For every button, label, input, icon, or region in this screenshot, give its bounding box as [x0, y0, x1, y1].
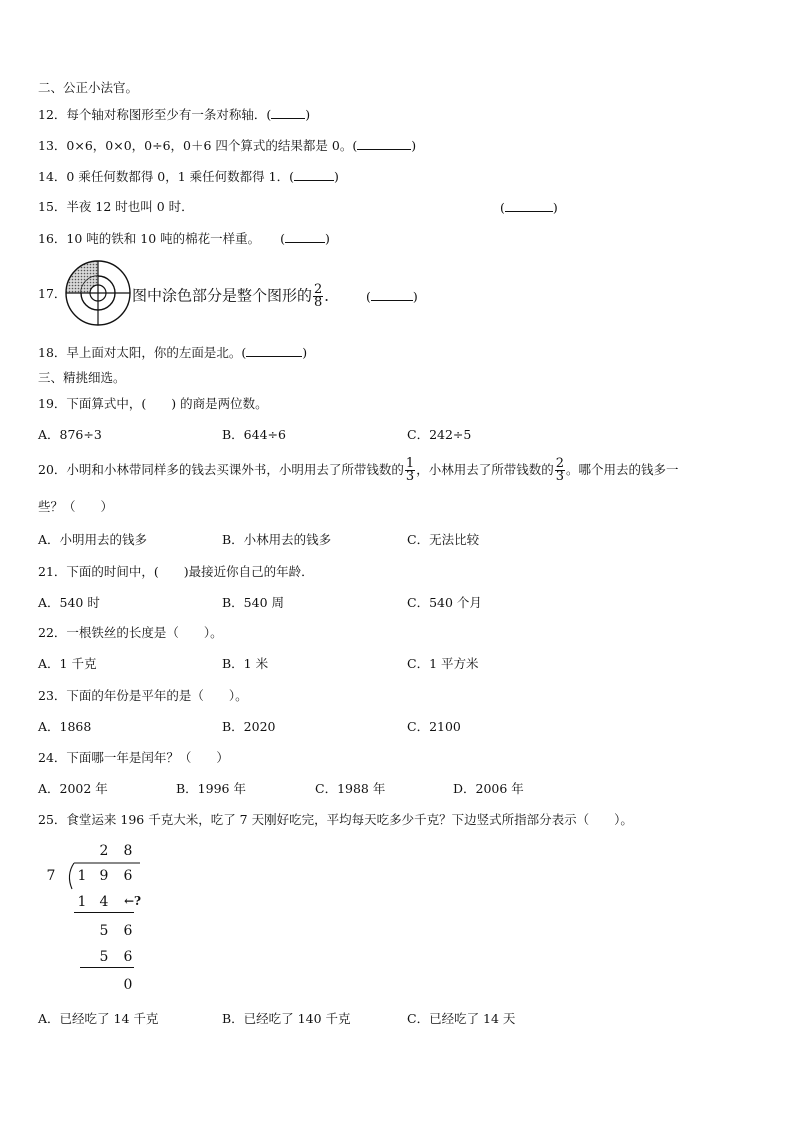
paren-close: ): [325, 231, 330, 246]
question-15-answer: [500, 199, 558, 216]
q24-option-a[interactable]: A．2002 年: [38, 781, 108, 796]
question-text: 食堂运来 196 千克大米，吃了 7 天刚好吃完，平均每天吃多少千克？下边竖式所指部分表示（ ）。: [66, 812, 633, 827]
question-text: 0×6，0×0，0÷6，0＋6 四个算式的结果都是 0。(: [66, 138, 358, 153]
fraction-numerator: 2: [314, 282, 323, 297]
question-number: 16．: [38, 231, 67, 246]
question-number: 15．: [38, 199, 67, 214]
q21-option-c[interactable]: C．540 个月: [407, 595, 482, 610]
question-17: [132, 284, 339, 309]
section-heading-2: 二、公正小法官。: [38, 80, 139, 95]
question-text: 小明和小林带同样多的钱去买课外书，小明用去了所带钱数的: [66, 462, 404, 477]
question-14: [38, 168, 339, 185]
question-text: 0 乘任何数都得 0，1 乘任何数都得 1．(: [66, 169, 294, 184]
fraction-2: [555, 458, 565, 483]
q19-option-b[interactable]: B．644÷6: [222, 427, 286, 442]
division-line: [74, 912, 134, 913]
q24-option-b[interactable]: B．1996 年: [176, 781, 246, 796]
step-digit: 4: [99, 894, 109, 910]
q25-option-a[interactable]: A．已经吃了 14 千克: [38, 1011, 159, 1026]
circle-figure: [65, 260, 131, 326]
question-23: [38, 688, 248, 704]
answer-blank[interactable]: [271, 106, 305, 119]
q21-option-b[interactable]: B．540 周: [222, 595, 285, 610]
step-digit: 6: [123, 949, 133, 965]
fraction-numerator: 2: [555, 456, 564, 471]
question-number: 13．: [38, 138, 67, 153]
step-digit: 5: [99, 949, 109, 965]
question-text: 。哪个用去的钱多一: [566, 462, 679, 477]
question-16: [38, 230, 330, 247]
paren-open: (: [500, 200, 505, 215]
fraction: [313, 284, 323, 309]
fraction-denominator: 3: [555, 469, 564, 484]
fraction-numerator: 1: [405, 456, 415, 471]
step-digit: 1: [77, 894, 87, 910]
q24-option-d[interactable]: D．2006 年: [453, 781, 524, 796]
paren-open: (: [366, 289, 371, 304]
question-number: 21．: [38, 564, 67, 579]
question-13: [38, 137, 416, 154]
question-number: 25．: [38, 812, 67, 827]
q21-option-a[interactable]: A．540 时: [38, 595, 100, 610]
question-number: 12．: [38, 107, 67, 122]
question-15: [38, 199, 194, 215]
question-number: 20．: [38, 462, 67, 477]
q19-option-c[interactable]: C．242÷5: [407, 427, 472, 442]
question-text: 10 吨的铁和 10 吨的棉花一样重。: [66, 231, 261, 246]
step-digit: 5: [99, 923, 109, 939]
answer-blank[interactable]: [246, 344, 302, 357]
paren-close: ): [302, 345, 308, 360]
step-digit: 6: [123, 923, 133, 939]
dividend-digit: 6: [123, 868, 133, 884]
question-number: 14．: [38, 169, 67, 184]
dividend-digit: 9: [99, 868, 109, 884]
q22-option-a[interactable]: A．1 千克: [38, 656, 97, 671]
paren-close: ): [411, 138, 417, 153]
q19-option-a[interactable]: A．876÷3: [38, 427, 102, 442]
question-20: [38, 458, 679, 483]
question-21: [38, 564, 314, 580]
remainder: 0: [123, 977, 133, 993]
q22-option-c[interactable]: C．1 平方米: [407, 656, 479, 671]
answer-blank[interactable]: [505, 199, 553, 212]
question-25: [38, 812, 633, 828]
question-number: 23．: [38, 688, 67, 703]
question-text: 下面的时间中，( )最接近你自己的年龄．: [66, 564, 314, 579]
question-number: 19．: [38, 396, 67, 411]
q23-option-c[interactable]: C．2100: [407, 719, 461, 734]
question-20-line2: 些？（ ）: [38, 499, 114, 514]
paren-open: (: [280, 231, 286, 246]
q20-option-b[interactable]: B．小林用去的钱多: [222, 532, 332, 547]
question-number: 22．: [38, 625, 67, 640]
q23-option-b[interactable]: B．2020: [222, 719, 276, 734]
question-text: 下面哪一年是闰年？（ ）: [66, 750, 229, 765]
dividend-digit: 1: [77, 868, 87, 884]
question-text: 下面的年份是平年的是（ ）。: [66, 688, 248, 703]
question-text: 早上面对太阳，你的左面是北。(: [66, 345, 247, 360]
division-line: [80, 967, 134, 968]
q22-option-b[interactable]: B．1 米: [222, 656, 269, 671]
section-heading-3: 三、精挑细选。: [38, 370, 126, 385]
question-number: 24．: [38, 750, 67, 765]
paren-close: ): [305, 107, 311, 122]
question-17-number: 17．: [38, 286, 67, 301]
paren-close: ): [334, 169, 339, 184]
fraction-denominator: 3: [405, 469, 415, 484]
q24-option-c[interactable]: C．1988 年: [315, 781, 386, 796]
q20-option-c[interactable]: C．无法比较: [407, 532, 480, 547]
q25-option-c[interactable]: C．已经吃了 14 天: [407, 1011, 516, 1026]
question-text: ，小林用去了所带钱数的: [416, 462, 554, 477]
question-text: 半夜 12 时也叫 0 时．: [66, 199, 194, 214]
question-number: 18．: [38, 345, 67, 360]
q25-option-b[interactable]: B．已经吃了 140 千克: [222, 1011, 351, 1026]
quotient-digit: 2: [99, 843, 109, 859]
answer-blank[interactable]: [357, 137, 411, 150]
answer-blank[interactable]: [285, 230, 325, 243]
paren-close: ): [412, 289, 418, 304]
punctuation: ．: [324, 286, 340, 305]
fraction-denominator: 8: [314, 295, 323, 310]
answer-blank[interactable]: [371, 288, 413, 301]
answer-blank[interactable]: [294, 168, 334, 181]
divisor: 7: [46, 868, 56, 884]
question-18: [38, 344, 307, 361]
pointer-arrow: ←?: [124, 894, 142, 908]
question-24: [38, 750, 229, 766]
question-12: [38, 106, 310, 123]
paren-close: ): [552, 200, 558, 215]
question-22: [38, 625, 223, 641]
question-text: 每个轴对称图形至少有一条对称轴．(: [66, 107, 272, 122]
question-text: 下面算式中，( ) 的商是两位数。: [66, 396, 268, 411]
question-text: 图中涂色部分是整个图形的: [132, 286, 313, 305]
question-19: [38, 396, 268, 412]
q20-option-a[interactable]: A．小明用去的钱多: [38, 532, 148, 547]
fraction-1: [405, 458, 415, 483]
quotient-digit: 8: [123, 843, 133, 859]
q23-option-a[interactable]: A．1868: [38, 719, 92, 734]
question-text: 一根铁丝的长度是（ ）。: [66, 625, 223, 640]
question-17-answer: [366, 288, 418, 305]
